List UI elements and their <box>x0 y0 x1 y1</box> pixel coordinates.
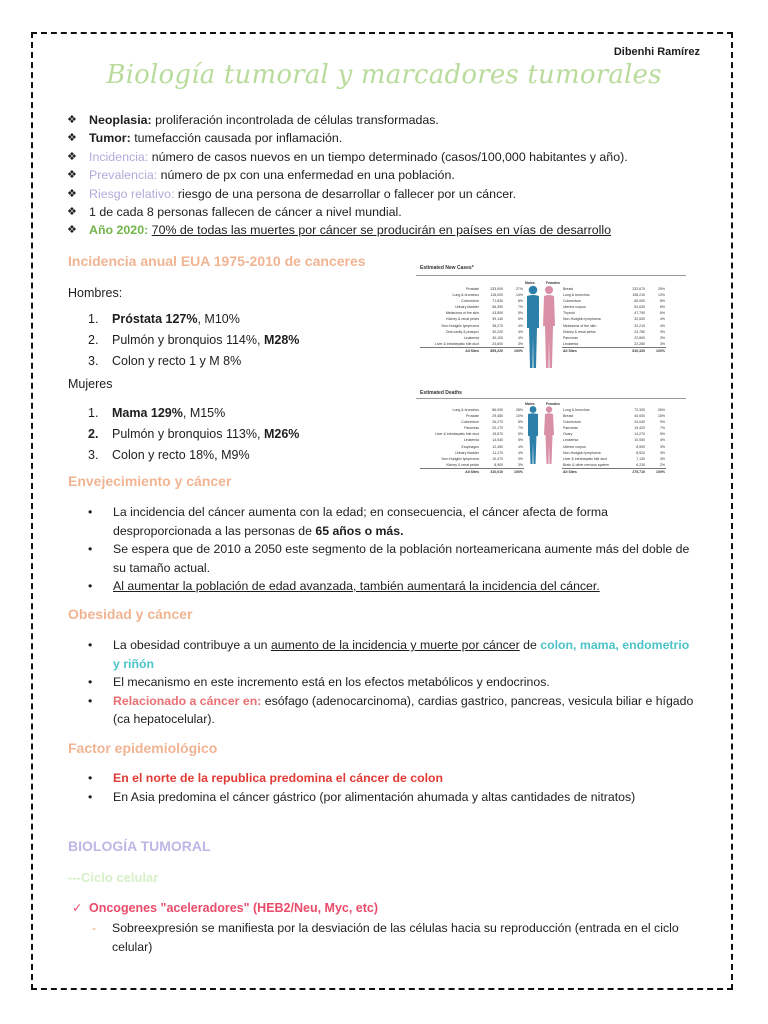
table-cell-percent: 5% <box>517 432 523 437</box>
table-cell-percent: 100% <box>504 347 524 354</box>
table-cell-percent: 3% <box>517 456 523 461</box>
table-cell-count: 10,470 <box>492 456 503 461</box>
divider <box>416 398 686 399</box>
list-item: • La obesidad contribuye a un aumento de la incidencia y muerte por cáncer de colon, mama, endometrio y riñón <box>86 636 696 673</box>
table-cell-site: Lung & bronchus <box>563 293 590 298</box>
table-cell-count: 855,220 <box>480 347 504 354</box>
table-cell-count: 20,170 <box>492 426 503 431</box>
table-cell-site: Lung & bronchus <box>452 293 479 298</box>
table-cell-site: Esophagus <box>461 444 479 449</box>
table-cell-percent: 4% <box>517 329 523 334</box>
table-row <box>562 347 666 354</box>
epidemiology-heading: Factor epidemiológico <box>68 740 218 756</box>
table-cell-count: 11,170 <box>492 450 503 455</box>
oncogenes-detail: - Sobreexpresión se manifiesta por la desviación de las células hacia su reproducción (entrada en el ciclo celular) <box>92 921 679 954</box>
table-cell-percent: 4% <box>517 335 523 340</box>
divider <box>416 275 686 276</box>
body-silhouettes-icon <box>524 405 558 465</box>
table-cell-count: 310,010 <box>480 468 504 475</box>
table-cell-percent: 4% <box>659 317 665 322</box>
table-cell-site: Thyroid <box>563 311 575 316</box>
author-name: Dibenhi Ramírez <box>613 46 700 58</box>
table-cell-site: Brain & other nervous system <box>563 462 609 467</box>
definition-tumor: ❖ Tumor: tumefacción causada por inflamación. <box>67 129 717 147</box>
table-cell-site: Breast <box>563 414 574 419</box>
table-cell-percent: 7% <box>517 426 523 431</box>
new-cases-caption: Estimated New Cases* <box>420 265 474 271</box>
table-cell-site: Kidney & renal pelvis <box>446 462 479 467</box>
table-cell-site: Non-Hodgkin lymphoma <box>563 450 601 455</box>
page-title: Biología tumoral y marcadores tumorales <box>106 60 662 90</box>
table-cell-site: Liver & intrahepatic bile duct <box>563 456 607 461</box>
incidence-heading: Incidencia anual EUA 1975-2010 de canceres <box>68 253 366 269</box>
list-item: 2. Pulmón y bronquios 113%, M26% <box>88 427 300 441</box>
list-item: • En el norte de la republica predomina el cáncer de colon <box>86 769 696 788</box>
table-cell-count: 22,280 <box>634 341 645 346</box>
table-cell-percent: 100% <box>646 347 666 354</box>
table-cell-percent: 8% <box>517 299 523 304</box>
table-cell-percent: 7% <box>517 305 523 310</box>
male-silhouette-icon <box>527 286 539 368</box>
table-cell-count: 39,140 <box>492 317 503 322</box>
table-cell-percent: 4% <box>517 450 523 455</box>
table-cell-count: 65,000 <box>634 299 645 304</box>
biology-heading: BIOLOGÍA TUMORAL <box>68 838 211 854</box>
table-cell-count: 6,230 <box>636 462 645 467</box>
table-cell-percent: 26% <box>657 408 665 412</box>
table-cell-count: 52,630 <box>634 305 645 310</box>
table-cell-percent: 5% <box>517 317 523 322</box>
table-cell-percent: 5% <box>659 432 665 437</box>
table-cell-site: Ovary <box>563 432 573 437</box>
table-cell-count: 15,870 <box>492 432 503 437</box>
table-cell-count: 24,780 <box>634 329 645 334</box>
table-cell-site: Prostate <box>465 414 479 419</box>
list-item: • El mecanismo en este incremento está en los efectos metabólicos y endocrinos. <box>86 673 696 692</box>
definition-incidencia: ❖ Incidencia: número de casos nuevos en un tiempo determinado (casos/100,000 habitantes y año). <box>67 148 717 166</box>
table-cell-percent: 4% <box>659 323 665 328</box>
table-cell-percent: 14% <box>515 293 523 298</box>
table-cell-site: Melanoma of the skin <box>445 311 479 316</box>
definitions-list <box>67 111 717 240</box>
table-cell-site: Colorectum <box>461 299 479 304</box>
table-row <box>562 341 666 348</box>
men-label: Hombres: <box>68 286 123 300</box>
table-cell-site: Lung & bronchus <box>563 408 590 412</box>
table-cell-percent: 4% <box>517 444 523 449</box>
table-cell-site: Pancreas <box>464 426 479 431</box>
table-cell-site: Non-Hodgkin lymphoma <box>441 456 479 461</box>
table-cell-percent: 100% <box>646 468 666 475</box>
table-cell-count: 30,220 <box>492 329 503 334</box>
body-silhouettes-icon <box>524 284 558 370</box>
table-cell-count: 56,390 <box>492 305 503 310</box>
table-cell-site: Kidney & renal pelvis <box>563 329 596 334</box>
table-cell-site: Leukemia <box>563 341 579 346</box>
table-row <box>420 347 524 354</box>
table-cell-site: Liver & intrahepatic bile duct <box>435 341 479 346</box>
males-label: Males <box>525 281 535 285</box>
table-cell-count: 8,590 <box>636 444 645 449</box>
table-cell-site: Melanoma of the skin <box>563 323 597 328</box>
table-cell-percent: 5% <box>517 438 523 443</box>
diamond-bullet-icon: ❖ <box>67 150 77 163</box>
table-cell-site: Prostate <box>465 287 479 291</box>
cell-cycle-subheading: ---Ciclo celular <box>68 870 159 885</box>
table-cell-site: Leukemia <box>463 438 479 443</box>
table-cell-percent: 29% <box>657 287 665 291</box>
table-cell-count: 275,710 <box>622 468 646 475</box>
table-cell-percent: 8% <box>517 420 523 425</box>
table-cell-count: 108,210 <box>632 293 645 298</box>
table-cell-percent: 4% <box>517 323 523 328</box>
new-cases-females-table <box>562 286 666 354</box>
list-item: 2. Pulmón y bronquios 114%, M28% <box>88 333 300 347</box>
list-item: • Relacionado a cáncer en: esófago (adenocarcinoma), cardias gastrico, pancreas, vesicula biliar e hígado (ca hepatocelular). <box>86 692 696 729</box>
female-silhouette-icon <box>544 406 554 464</box>
list-item: • La incidencia del cáncer aumenta con la edad; en consecuencia, el cáncer afecta de forma desproporcionada a las personas de 65 años o más. <box>86 503 696 540</box>
deaths-figure <box>416 388 688 474</box>
table-row <box>420 462 524 469</box>
table-cell-count: 7,130 <box>636 456 645 461</box>
women-label: Mujeres <box>68 377 113 391</box>
table-cell-count: 14,270 <box>634 432 645 437</box>
table-cell-site: Uterine corpus <box>563 444 586 449</box>
table-cell-site: All Sites <box>420 468 480 475</box>
list-item: 3. Colon y recto 18%, M9% <box>88 448 250 462</box>
males-label: Males <box>525 402 535 406</box>
list-item: • Al aumentar la población de edad avanzada, también aumentará la incidencia del cáncer. <box>86 577 696 596</box>
aging-list <box>86 503 696 596</box>
female-silhouette-icon <box>543 286 555 368</box>
new-cases-males-table <box>420 286 524 354</box>
definition-riesgo-relativo: ❖ Riesgo relativo: riesgo de una persona de desarrollar o fallecer por un cáncer. <box>67 185 717 203</box>
aging-heading: Envejecimiento y cáncer <box>68 473 232 489</box>
table-cell-count: 24,600 <box>492 341 503 346</box>
table-cell-site: Leukemia <box>463 335 479 340</box>
checkmark-icon: ✓ <box>72 901 83 915</box>
table-cell-site: Oral cavity & pharynx <box>445 329 479 334</box>
table-cell-percent: 28% <box>515 408 523 412</box>
table-cell-site: Urinary bladder <box>455 305 479 310</box>
table-cell-count: 47,790 <box>634 311 645 316</box>
table-row <box>420 341 524 348</box>
table-cell-site: Colorectum <box>461 420 479 425</box>
table-cell-percent: 3% <box>517 462 523 467</box>
table-cell-percent: 13% <box>657 293 665 298</box>
table-cell-percent: 3% <box>659 444 665 449</box>
deaths-males-table <box>420 407 524 475</box>
diamond-bullet-icon: ❖ <box>67 224 77 237</box>
deaths-caption: Estimated Deaths <box>420 390 462 396</box>
table-cell-site: Non-Hodgkin lymphoma <box>563 317 601 322</box>
table-cell-percent: 3% <box>659 329 665 334</box>
table-cell-percent: 8% <box>659 299 665 304</box>
table-cell-percent: 3% <box>659 335 665 340</box>
table-cell-count: 12,450 <box>492 444 503 449</box>
table-cell-site: Uterine corpus <box>563 305 586 310</box>
table-cell-count: 116,000 <box>490 293 503 298</box>
oncogenes-item: ✓ Oncogenes "aceleradores" (HEB2/Neu, Myc, etc) <box>72 901 379 915</box>
list-item: • Se espera que de 2010 a 2050 este segmento de la población norteamericana aumente más del doble de su tamaño actual. <box>86 540 696 577</box>
table-cell-site: All Sites <box>420 347 480 354</box>
new-cases-figure <box>416 262 688 372</box>
male-silhouette-icon <box>528 406 538 464</box>
table-row <box>420 468 524 475</box>
table-cell-site: Non-Hodgkin lymphoma <box>441 323 479 328</box>
table-cell-count: 43,890 <box>492 311 503 316</box>
table-row <box>562 462 666 469</box>
table-cell-count: 24,040 <box>634 420 645 425</box>
diamond-bullet-icon: ❖ <box>67 187 77 200</box>
table-cell-site: Pancreas <box>563 335 578 340</box>
table-cell-percent: 3% <box>659 450 665 455</box>
table-cell-count: 32,210 <box>634 323 645 328</box>
table-cell-percent: 3% <box>517 341 523 346</box>
women-list <box>88 403 299 466</box>
table-cell-count: 8,520 <box>636 450 645 455</box>
table-cell-count: 86,930 <box>492 408 503 412</box>
table-cell-percent: 5% <box>517 311 523 316</box>
table-cell-percent: 3% <box>659 456 665 461</box>
obesity-list <box>86 636 696 729</box>
table-cell-count: 29,480 <box>492 414 503 419</box>
table-cell-count: 26,270 <box>492 420 503 425</box>
table-cell-count: 71,830 <box>492 299 503 304</box>
definition-mortality: ❖ 1 de cada 8 personas fallecen de cáncer a nivel mundial. <box>67 203 717 221</box>
diamond-bullet-icon: ❖ <box>67 169 77 182</box>
females-label: Females <box>546 281 561 285</box>
table-cell-count: 233,000 <box>490 287 503 291</box>
list-item: 1. Mama 129%, M15% <box>88 406 226 420</box>
list-item: 1. Próstata 127%, M10% <box>88 312 240 326</box>
obesity-heading: Obesidad y cáncer <box>68 606 193 622</box>
table-cell-count: 19,420 <box>634 426 645 431</box>
dash-bullet-icon: - <box>92 921 97 935</box>
table-cell-percent: 27% <box>515 287 523 291</box>
table-cell-percent: 9% <box>659 420 665 425</box>
list-item: • En Asia predomina el cáncer gástrico (por alimentación ahumada y altas cantidades de nitratos) <box>86 788 696 807</box>
table-cell-count: 14,040 <box>492 438 503 443</box>
table-cell-site: Colorectum <box>563 299 581 304</box>
definition-neoplasia: ❖ Neoplasia: proliferación incontrolada de células transformadas. <box>67 111 717 129</box>
table-cell-percent: 2% <box>659 462 665 467</box>
table-cell-count: 8,900 <box>494 462 503 467</box>
table-cell-percent: 7% <box>659 426 665 431</box>
table-cell-site: Leukemia <box>563 438 579 443</box>
deaths-females-table <box>562 407 666 475</box>
diamond-bullet-icon: ❖ <box>67 132 77 145</box>
table-cell-site: Liver & intrahepatic bile duct <box>435 432 479 437</box>
table-cell-site: All Sites <box>562 468 622 475</box>
table-cell-site: All Sites <box>562 347 622 354</box>
table-cell-site: Colorectum <box>563 420 581 425</box>
table-cell-count: 32,530 <box>634 317 645 322</box>
females-label: Females <box>546 402 561 406</box>
table-cell-site: Breast <box>563 287 574 291</box>
table-cell-count: 38,270 <box>492 323 503 328</box>
table-cell-percent: 15% <box>657 414 665 419</box>
table-cell-count: 10,050 <box>634 438 645 443</box>
table-cell-site: Lung & bronchus <box>452 408 479 412</box>
table-cell-percent: 4% <box>659 438 665 443</box>
table-row <box>562 468 666 475</box>
definition-2020: ❖ Año 2020: 70% de todas las muertes por cáncer se producirán en países en vías de desarrollo <box>67 221 717 239</box>
definition-prevalencia: ❖ Prevalencia: número de px con una enfermedad en una población. <box>67 166 717 184</box>
table-cell-site: Urinary bladder <box>455 450 479 455</box>
table-cell-count: 40,000 <box>634 414 645 419</box>
table-cell-count: 30,100 <box>492 335 503 340</box>
table-cell-count: 232,670 <box>632 287 645 291</box>
table-cell-count: 810,320 <box>622 347 646 354</box>
table-cell-count: 72,330 <box>634 408 645 412</box>
diamond-bullet-icon: ❖ <box>67 114 77 126</box>
table-cell-percent: 10% <box>515 414 523 419</box>
diamond-bullet-icon: ❖ <box>67 205 77 218</box>
list-item: 3. Colon y recto 1 y M 8% <box>88 354 242 368</box>
epidemiology-list <box>86 769 696 806</box>
table-cell-percent: 100% <box>504 468 524 475</box>
table-cell-percent: 3% <box>659 341 665 346</box>
table-cell-site: Pancreas <box>563 426 578 431</box>
table-cell-count: 22,890 <box>634 335 645 340</box>
table-cell-percent: 6% <box>659 311 665 316</box>
men-list <box>88 309 299 372</box>
table-cell-site: Kidney & renal pelvis <box>446 317 479 322</box>
table-cell-percent: 6% <box>659 305 665 310</box>
